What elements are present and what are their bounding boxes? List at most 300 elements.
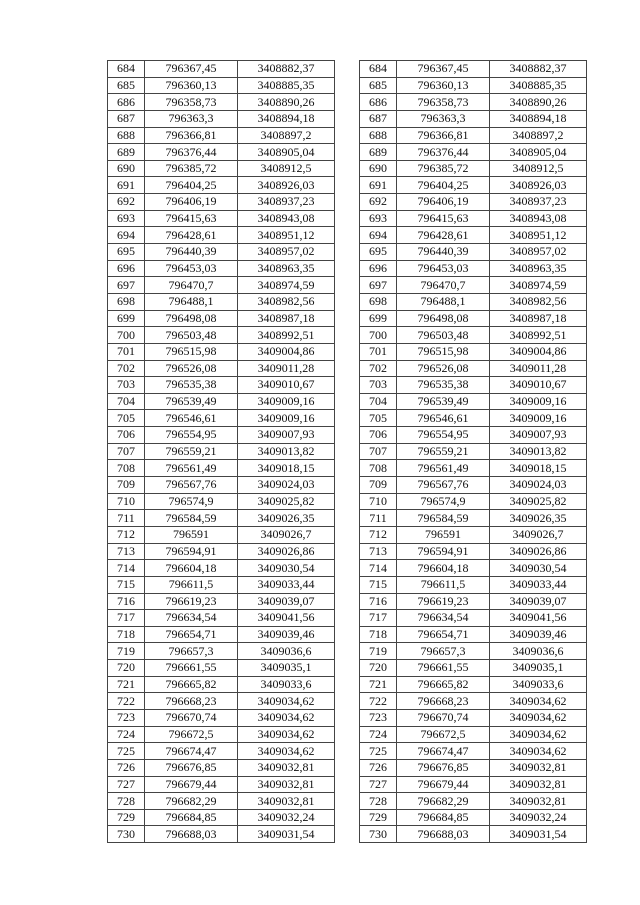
y-coordinate-cell: 3409031,54 [490,826,587,843]
y-coordinate-cell: 3408885,35 [490,77,587,94]
table-row [360,660,587,677]
point-number-cell: 717 [108,610,145,627]
table-row [108,427,335,444]
point-number-cell: 686 [360,94,397,111]
point-number-cell: 688 [108,127,145,144]
table-row [108,177,335,194]
point-number-cell: 707 [360,443,397,460]
point-number-cell: 723 [108,709,145,726]
y-coordinate-cell: 3409026,86 [238,543,335,560]
x-coordinate-cell: 796619,23 [145,593,238,610]
table-row [108,793,335,810]
table-row [108,610,335,627]
y-coordinate-cell: 3409007,93 [238,427,335,444]
y-coordinate-cell: 3409034,62 [238,709,335,726]
table-row [108,410,335,427]
x-coordinate-cell: 796559,21 [145,443,238,460]
table-row [360,377,587,394]
point-number-cell: 727 [108,776,145,793]
x-coordinate-cell: 796634,54 [397,610,490,627]
x-coordinate-cell: 796684,85 [145,809,238,826]
point-number-cell: 711 [108,510,145,527]
point-number-cell: 692 [360,194,397,211]
table-row [108,210,335,227]
table-row [108,194,335,211]
table-row [108,127,335,144]
point-number-cell: 696 [108,260,145,277]
point-number-cell: 725 [108,743,145,760]
x-coordinate-cell: 796428,61 [145,227,238,244]
x-coordinate-cell: 796366,81 [145,127,238,144]
x-coordinate-cell: 796546,61 [397,410,490,427]
point-number-cell: 729 [108,809,145,826]
y-coordinate-cell: 3409013,82 [238,443,335,460]
point-number-cell: 715 [108,576,145,593]
table-row [108,94,335,111]
x-coordinate-cell: 796453,03 [397,260,490,277]
y-coordinate-cell: 3409009,16 [238,410,335,427]
y-coordinate-cell: 3409010,67 [238,377,335,394]
x-coordinate-cell: 796515,98 [397,343,490,360]
point-number-cell: 702 [360,360,397,377]
table-row [360,127,587,144]
x-coordinate-cell: 796498,08 [397,310,490,327]
table-row [360,443,587,460]
y-coordinate-cell: 3408897,2 [490,127,587,144]
x-coordinate-cell: 796654,71 [145,626,238,643]
y-coordinate-cell: 3409032,24 [490,809,587,826]
x-coordinate-cell: 796561,49 [145,460,238,477]
x-coordinate-cell: 796672,5 [145,726,238,743]
table-row [360,576,587,593]
y-coordinate-cell: 3408905,04 [490,144,587,161]
y-coordinate-cell: 3409011,28 [490,360,587,377]
point-number-cell: 687 [108,110,145,127]
x-coordinate-cell: 796360,13 [145,77,238,94]
point-number-cell: 721 [360,676,397,693]
table-row [108,343,335,360]
table-row [360,327,587,344]
point-number-cell: 720 [360,660,397,677]
x-coordinate-cell: 796661,55 [397,660,490,677]
y-coordinate-cell: 3409010,67 [490,377,587,394]
table-row [108,543,335,560]
x-coordinate-cell: 796594,91 [145,543,238,560]
table-row [108,160,335,177]
y-coordinate-cell: 3408894,18 [238,110,335,127]
y-coordinate-cell: 3409032,81 [238,759,335,776]
x-coordinate-cell: 796415,63 [397,210,490,227]
table-row [360,626,587,643]
y-coordinate-cell: 3408974,59 [238,277,335,294]
y-coordinate-cell: 3409025,82 [238,493,335,510]
table-row [108,493,335,510]
x-coordinate-cell: 796535,38 [397,377,490,394]
table-row [360,144,587,161]
y-coordinate-cell: 3409032,81 [238,793,335,810]
y-coordinate-cell: 3409036,6 [238,643,335,660]
point-number-cell: 703 [360,377,397,394]
x-coordinate-cell: 796440,39 [397,244,490,261]
x-coordinate-cell: 796654,71 [397,626,490,643]
table-row [360,593,587,610]
point-number-cell: 699 [108,310,145,327]
table-row [360,643,587,660]
table-row [108,826,335,843]
x-coordinate-cell: 796488,1 [397,293,490,310]
x-coordinate-cell: 796366,81 [397,127,490,144]
table-row [360,809,587,826]
y-coordinate-cell: 3408897,2 [238,127,335,144]
y-coordinate-cell: 3409026,35 [490,510,587,527]
y-coordinate-cell: 3408882,37 [490,61,587,78]
y-coordinate-cell: 3408890,26 [490,94,587,111]
y-coordinate-cell: 3408963,35 [238,260,335,277]
point-number-cell: 700 [108,327,145,344]
table-row [360,560,587,577]
point-number-cell: 724 [360,726,397,743]
x-coordinate-cell: 796591 [397,526,490,543]
x-coordinate-cell: 796358,73 [397,94,490,111]
y-coordinate-cell: 3409034,62 [490,693,587,710]
table-row [360,293,587,310]
point-number-cell: 716 [108,593,145,610]
x-coordinate-cell: 796634,54 [145,610,238,627]
y-coordinate-cell: 3409034,62 [490,709,587,726]
point-number-cell: 693 [108,210,145,227]
y-coordinate-cell: 3409039,46 [238,626,335,643]
y-coordinate-cell: 3409039,07 [490,593,587,610]
table-row [360,310,587,327]
table-row [360,610,587,627]
y-coordinate-cell: 3409034,62 [238,726,335,743]
point-number-cell: 714 [360,560,397,577]
point-number-cell: 725 [360,743,397,760]
point-number-cell: 703 [108,377,145,394]
y-coordinate-cell: 3409041,56 [238,610,335,627]
y-coordinate-cell: 3409041,56 [490,610,587,627]
y-coordinate-cell: 3409033,6 [238,676,335,693]
table-row [108,809,335,826]
table-row [108,676,335,693]
table-row [360,194,587,211]
table-row [360,360,587,377]
x-coordinate-cell: 796670,74 [145,709,238,726]
y-coordinate-cell: 3409004,86 [238,343,335,360]
table-row [360,759,587,776]
table-row [360,676,587,693]
point-number-cell: 697 [108,277,145,294]
table-row [108,576,335,593]
x-coordinate-cell: 796682,29 [397,793,490,810]
x-coordinate-cell: 796591 [145,526,238,543]
y-coordinate-cell: 3409033,6 [490,676,587,693]
x-coordinate-cell: 796584,59 [145,510,238,527]
table-row [360,160,587,177]
x-coordinate-cell: 796406,19 [397,194,490,211]
point-number-cell: 713 [108,543,145,560]
table-row [360,726,587,743]
table-body-left [108,61,335,843]
x-coordinate-cell: 796665,82 [397,676,490,693]
y-coordinate-cell: 3408937,23 [238,194,335,211]
table-row [108,227,335,244]
x-coordinate-cell: 796376,44 [145,144,238,161]
table-row [360,410,587,427]
x-coordinate-cell: 796682,29 [145,793,238,810]
x-coordinate-cell: 796676,85 [145,759,238,776]
table-row [108,327,335,344]
point-number-cell: 694 [108,227,145,244]
x-coordinate-cell: 796440,39 [145,244,238,261]
x-coordinate-cell: 796535,38 [145,377,238,394]
table-row [360,743,587,760]
table-row [108,510,335,527]
x-coordinate-cell: 796404,25 [145,177,238,194]
x-coordinate-cell: 796611,5 [145,576,238,593]
point-number-cell: 717 [360,610,397,627]
y-coordinate-cell: 3408943,08 [490,210,587,227]
x-coordinate-cell: 796567,76 [397,477,490,494]
x-coordinate-cell: 796619,23 [397,593,490,610]
point-number-cell: 702 [108,360,145,377]
table-row [360,510,587,527]
y-coordinate-cell: 3409031,54 [238,826,335,843]
x-coordinate-cell: 796539,49 [397,393,490,410]
table-row [108,244,335,261]
table-row [108,260,335,277]
table-row [360,210,587,227]
y-coordinate-cell: 3409030,54 [490,560,587,577]
point-number-cell: 697 [360,277,397,294]
y-coordinate-cell: 3409024,03 [238,477,335,494]
y-coordinate-cell: 3408987,18 [490,310,587,327]
table-row [108,759,335,776]
point-number-cell: 730 [108,826,145,843]
y-coordinate-cell: 3409026,35 [238,510,335,527]
point-number-cell: 700 [360,327,397,344]
y-coordinate-cell: 3409032,81 [490,776,587,793]
table-row [360,693,587,710]
x-coordinate-cell: 796668,23 [397,693,490,710]
table-row [108,709,335,726]
point-number-cell: 713 [360,543,397,560]
y-coordinate-cell: 3408937,23 [490,194,587,211]
y-coordinate-cell: 3409013,82 [490,443,587,460]
x-coordinate-cell: 796546,61 [145,410,238,427]
point-number-cell: 688 [360,127,397,144]
table-row [108,443,335,460]
point-number-cell: 728 [108,793,145,810]
point-number-cell: 698 [108,293,145,310]
table-row [108,277,335,294]
x-coordinate-cell: 796358,73 [145,94,238,111]
x-coordinate-cell: 796406,19 [145,194,238,211]
table-row [108,643,335,660]
table-row [360,77,587,94]
x-coordinate-cell: 796428,61 [397,227,490,244]
y-coordinate-cell: 3409030,54 [238,560,335,577]
y-coordinate-cell: 3408992,51 [238,327,335,344]
x-coordinate-cell: 796661,55 [145,660,238,677]
x-coordinate-cell: 796526,08 [397,360,490,377]
y-coordinate-cell: 3409018,15 [490,460,587,477]
x-coordinate-cell: 796688,03 [145,826,238,843]
table-row [360,460,587,477]
point-number-cell: 699 [360,310,397,327]
table-row [108,310,335,327]
point-number-cell: 706 [108,427,145,444]
point-number-cell: 726 [360,759,397,776]
point-number-cell: 686 [108,94,145,111]
point-number-cell: 729 [360,809,397,826]
y-coordinate-cell: 3409009,16 [490,393,587,410]
table-row [360,776,587,793]
point-number-cell: 694 [360,227,397,244]
point-number-cell: 712 [108,526,145,543]
table-row [108,360,335,377]
point-number-cell: 684 [108,61,145,78]
y-coordinate-cell: 3408957,02 [238,244,335,261]
x-coordinate-cell: 796526,08 [145,360,238,377]
point-number-cell: 708 [360,460,397,477]
point-number-cell: 719 [108,643,145,660]
x-coordinate-cell: 796604,18 [397,560,490,577]
point-number-cell: 698 [360,293,397,310]
y-coordinate-cell: 3408982,56 [490,293,587,310]
point-number-cell: 709 [360,477,397,494]
x-coordinate-cell: 796670,74 [397,709,490,726]
x-coordinate-cell: 796668,23 [145,693,238,710]
x-coordinate-cell: 796559,21 [397,443,490,460]
point-number-cell: 695 [360,244,397,261]
table-row [360,227,587,244]
y-coordinate-cell: 3409025,82 [490,493,587,510]
table-row [360,493,587,510]
point-number-cell: 704 [360,393,397,410]
table-row [360,709,587,726]
y-coordinate-cell: 3408885,35 [238,77,335,94]
table-row [108,393,335,410]
x-coordinate-cell: 796503,48 [145,327,238,344]
x-coordinate-cell: 796404,25 [397,177,490,194]
y-coordinate-cell: 3409024,03 [490,477,587,494]
point-number-cell: 709 [108,477,145,494]
table-row [360,244,587,261]
y-coordinate-cell: 3409036,6 [490,643,587,660]
table-row [108,110,335,127]
point-number-cell: 722 [360,693,397,710]
y-coordinate-cell: 3408912,5 [238,160,335,177]
point-number-cell: 724 [108,726,145,743]
table-row [108,61,335,78]
point-number-cell: 691 [108,177,145,194]
y-coordinate-cell: 3408882,37 [238,61,335,78]
y-coordinate-cell: 3408905,04 [238,144,335,161]
table-body-right [360,61,587,843]
y-coordinate-cell: 3408912,5 [490,160,587,177]
table-row [108,593,335,610]
x-coordinate-cell: 796594,91 [397,543,490,560]
y-coordinate-cell: 3409026,86 [490,543,587,560]
x-coordinate-cell: 796363,3 [397,110,490,127]
point-number-cell: 691 [360,177,397,194]
table-row [108,377,335,394]
point-number-cell: 701 [108,343,145,360]
point-number-cell: 720 [108,660,145,677]
point-number-cell: 706 [360,427,397,444]
point-number-cell: 693 [360,210,397,227]
x-coordinate-cell: 796554,95 [145,427,238,444]
y-coordinate-cell: 3409034,62 [238,743,335,760]
point-number-cell: 707 [108,443,145,460]
x-coordinate-cell: 796688,03 [397,826,490,843]
x-coordinate-cell: 796515,98 [145,343,238,360]
point-number-cell: 718 [108,626,145,643]
x-coordinate-cell: 796611,5 [397,576,490,593]
table-row [108,293,335,310]
table-row [360,427,587,444]
x-coordinate-cell: 796385,72 [397,160,490,177]
table-row [360,343,587,360]
point-number-cell: 727 [360,776,397,793]
table-row [360,793,587,810]
table-row [360,393,587,410]
table-row [360,526,587,543]
x-coordinate-cell: 796676,85 [397,759,490,776]
y-coordinate-cell: 3408974,59 [490,277,587,294]
table-row [360,94,587,111]
y-coordinate-cell: 3408992,51 [490,327,587,344]
x-coordinate-cell: 796488,1 [145,293,238,310]
x-coordinate-cell: 796674,47 [145,743,238,760]
y-coordinate-cell: 3409034,62 [238,693,335,710]
y-coordinate-cell: 3409039,46 [490,626,587,643]
point-number-cell: 722 [108,693,145,710]
y-coordinate-cell: 3408982,56 [238,293,335,310]
table-row [360,260,587,277]
table-row [108,560,335,577]
coordinates-table-left [107,60,335,843]
point-number-cell: 695 [108,244,145,261]
y-coordinate-cell: 3408943,08 [238,210,335,227]
table-row [108,776,335,793]
point-number-cell: 726 [108,759,145,776]
y-coordinate-cell: 3409018,15 [238,460,335,477]
table-row [360,277,587,294]
y-coordinate-cell: 3409032,81 [490,793,587,810]
table-row [360,177,587,194]
table-row [108,693,335,710]
point-number-cell: 696 [360,260,397,277]
point-number-cell: 704 [108,393,145,410]
point-number-cell: 715 [360,576,397,593]
point-number-cell: 714 [108,560,145,577]
table-row [108,77,335,94]
x-coordinate-cell: 796360,13 [397,77,490,94]
y-coordinate-cell: 3408894,18 [490,110,587,127]
x-coordinate-cell: 796470,7 [397,277,490,294]
y-coordinate-cell: 3409034,62 [490,743,587,760]
y-coordinate-cell: 3409026,7 [238,526,335,543]
point-number-cell: 728 [360,793,397,810]
table-row [360,826,587,843]
table-row [108,660,335,677]
table-row [108,477,335,494]
point-number-cell: 689 [108,144,145,161]
point-number-cell: 723 [360,709,397,726]
point-number-cell: 716 [360,593,397,610]
